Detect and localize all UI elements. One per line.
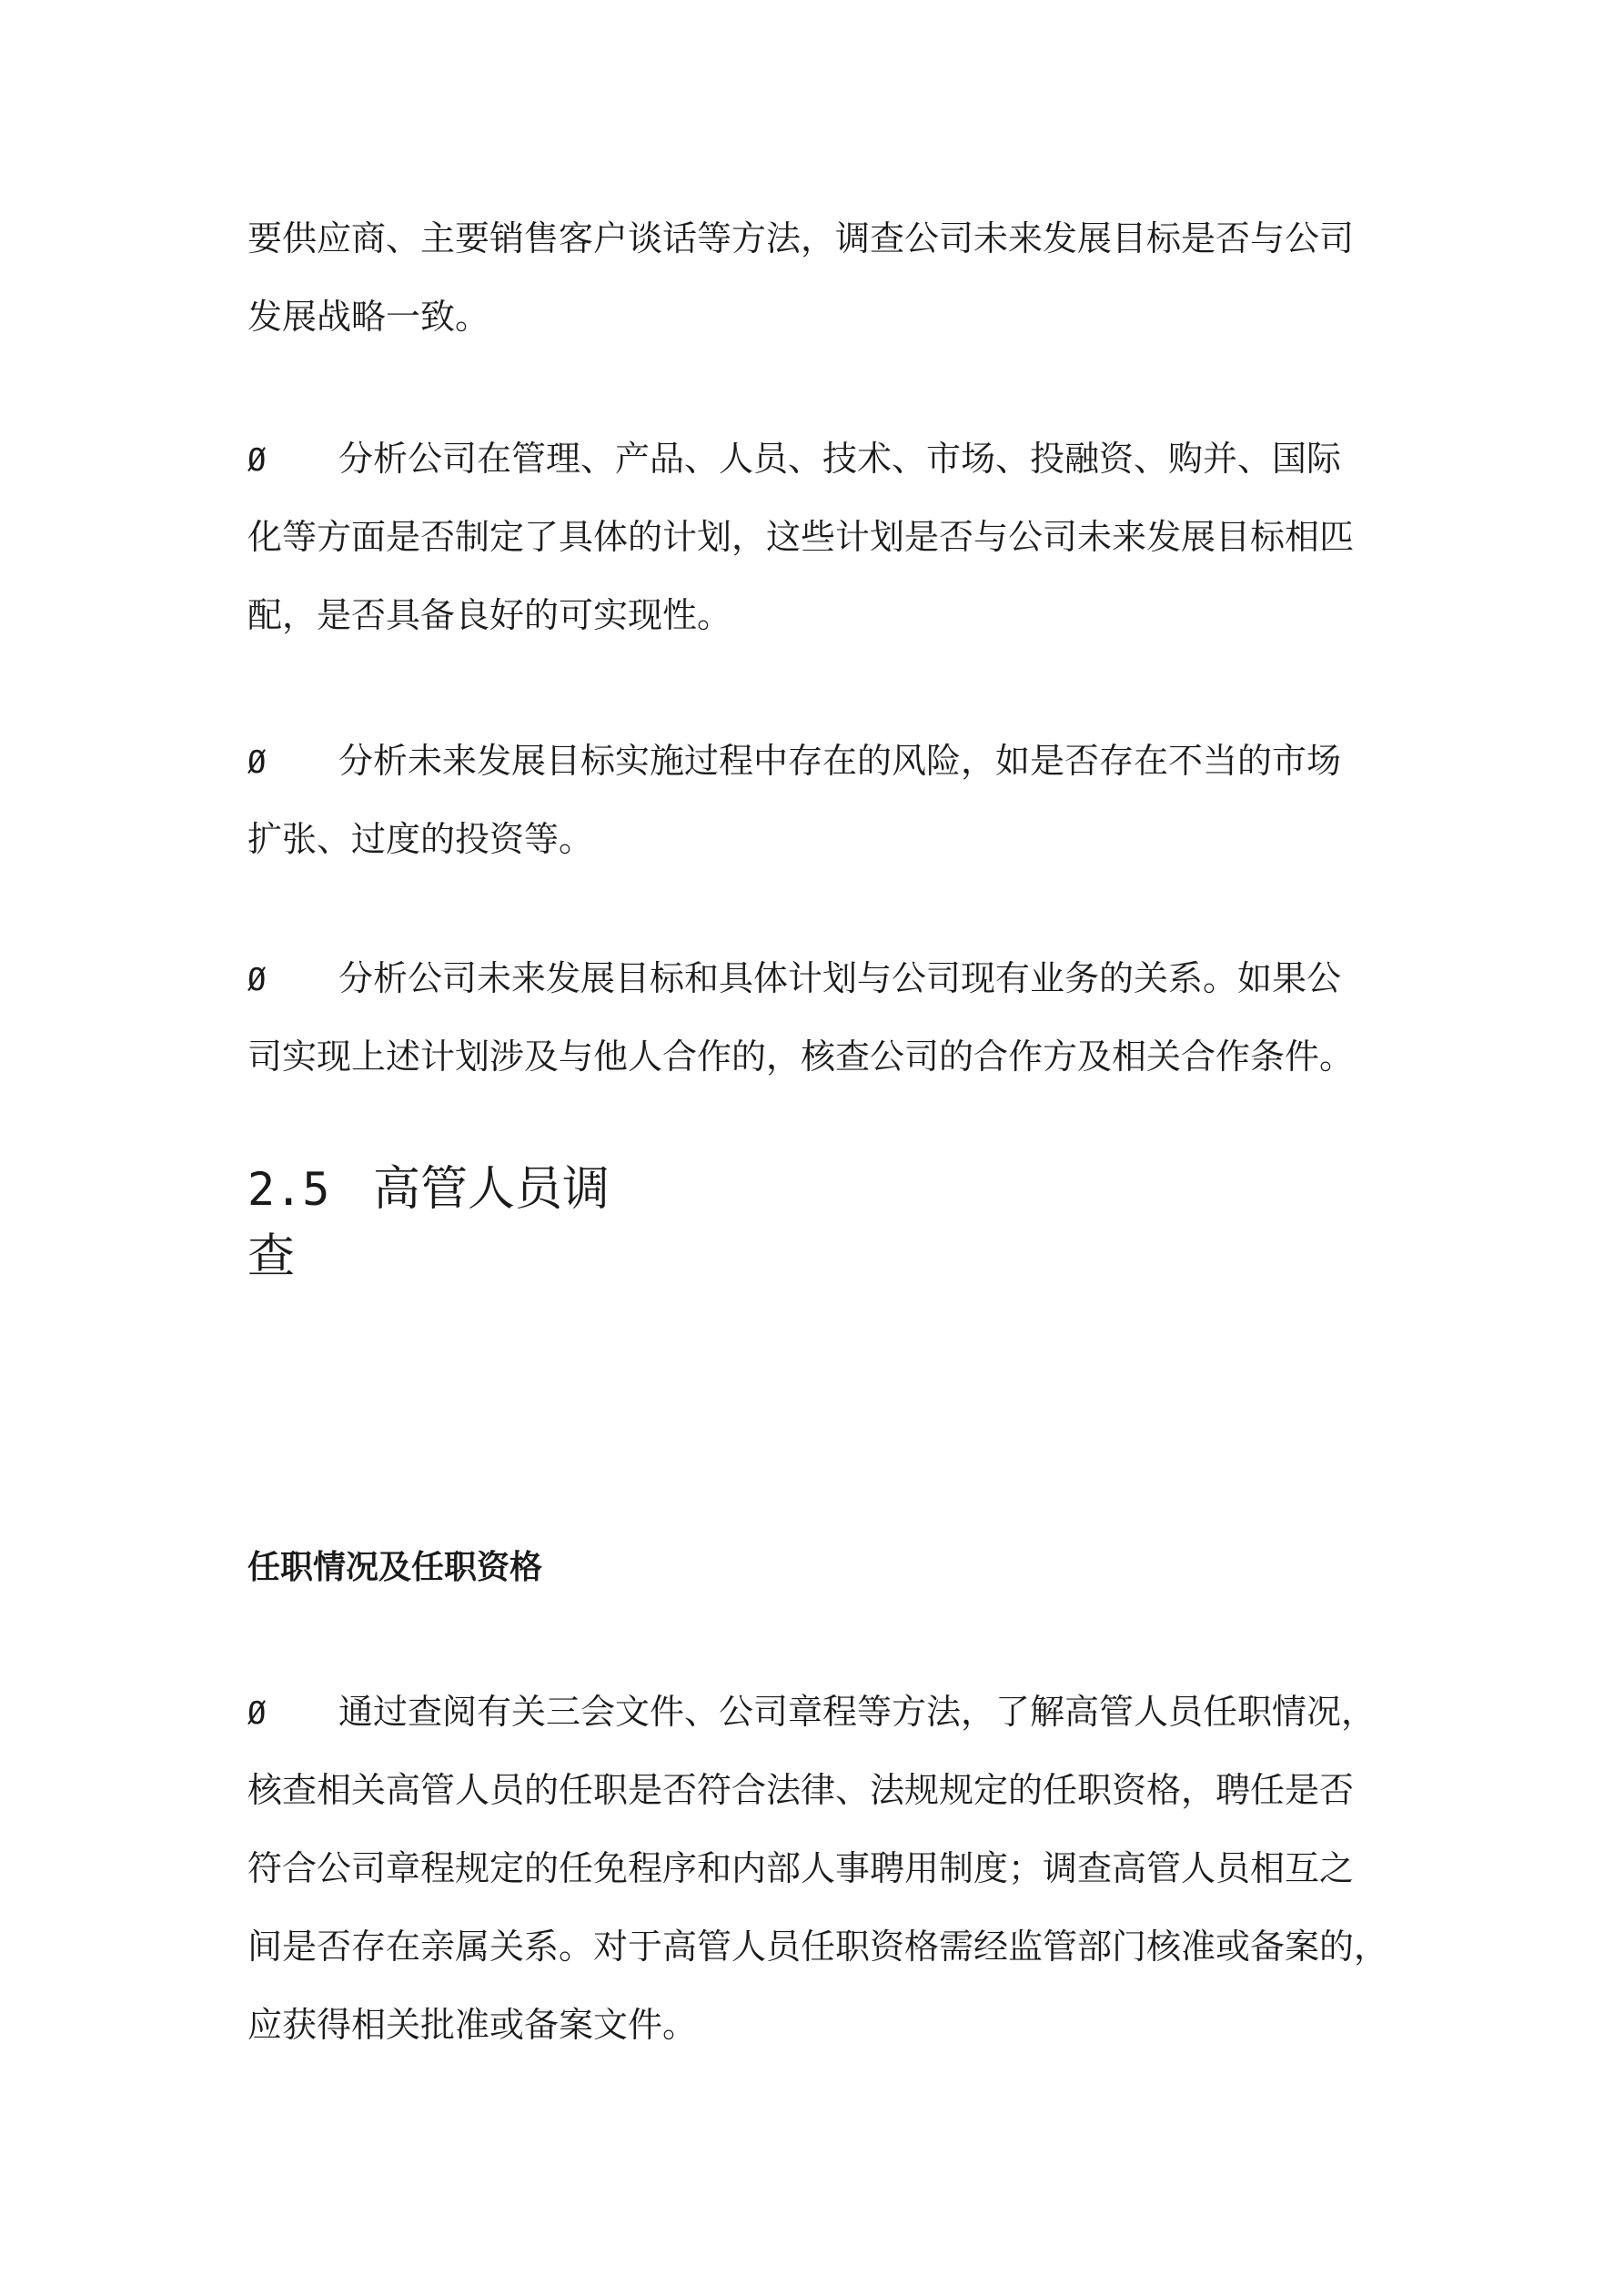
subsection-heading: 任职情况及任职资格	[247, 1549, 543, 1586]
paragraph-line: 间是否存在亲属关系。对于高管人员任职资格需经监管部门核准或备案的，	[247, 1927, 1389, 1967]
paragraph-qualification	[247, 1673, 1430, 2064]
section-number: 2.5	[247, 1163, 330, 1216]
paragraph-line: 扩张、过度的投资等。	[247, 819, 594, 859]
paragraph-line: 化等方面是否制定了具体的计划，这些计划是否与公司未来发展目标相匹	[247, 517, 1355, 557]
paragraph-line: 核查相关高管人员的任职是否符合法律、法规规定的任职资格，聘任是否	[247, 1770, 1355, 1810]
section-heading	[247, 1156, 610, 1290]
bullet-icon: Ø	[247, 744, 267, 781]
paragraph-plans	[247, 420, 1430, 654]
section-heading-line-1	[247, 1156, 610, 1223]
section-title-part-1: 高管人员调	[373, 1162, 610, 1217]
section-title-part-2: 查	[247, 1229, 296, 1284]
bullet-icon: Ø	[247, 442, 267, 479]
paragraph-relationship	[247, 939, 1430, 1096]
paragraph-line-first	[247, 420, 1430, 498]
paragraph-line: 发展战略一致。	[247, 297, 490, 337]
paragraph-line-first	[247, 722, 1430, 800]
paragraph-line: 通过查阅有关三会文件、公司章程等方法，了解高管人员任职情况，	[338, 1692, 1377, 1732]
paragraph-line: 符合公司章程规定的任免程序和内部人事聘用制度；调查高管人员相互之	[247, 1848, 1355, 1888]
bullet-icon: Ø	[247, 1695, 267, 1732]
bullet-icon: Ø	[247, 962, 267, 998]
paragraph-line: 司实现上述计划涉及与他人合作的，核查公司的合作方及相关合作条件。	[247, 1037, 1355, 1077]
paragraph-line-first	[247, 1673, 1430, 1751]
paragraph-risks	[247, 722, 1430, 878]
paragraph-line: 要供应商、主要销售客户谈话等方法，调查公司未来发展目标是否与公司	[247, 218, 1355, 258]
paragraph-intro-continuation	[247, 199, 1430, 356]
paragraph-line: 分析公司在管理、产品、人员、技术、市场、投融资、购并、国际	[338, 439, 1342, 479]
paragraph-line-first	[247, 939, 1430, 1017]
paragraph-line: 应获得相关批准或备案文件。	[247, 2005, 698, 2045]
paragraph-line: 配，是否具备良好的可实现性。	[247, 595, 732, 635]
paragraph-line: 分析未来发展目标实施过程中存在的风险，如是否存在不当的市场	[338, 741, 1342, 781]
paragraph-line: 分析公司未来发展目标和具体计划与公司现有业务的关系。如果公	[338, 958, 1342, 998]
